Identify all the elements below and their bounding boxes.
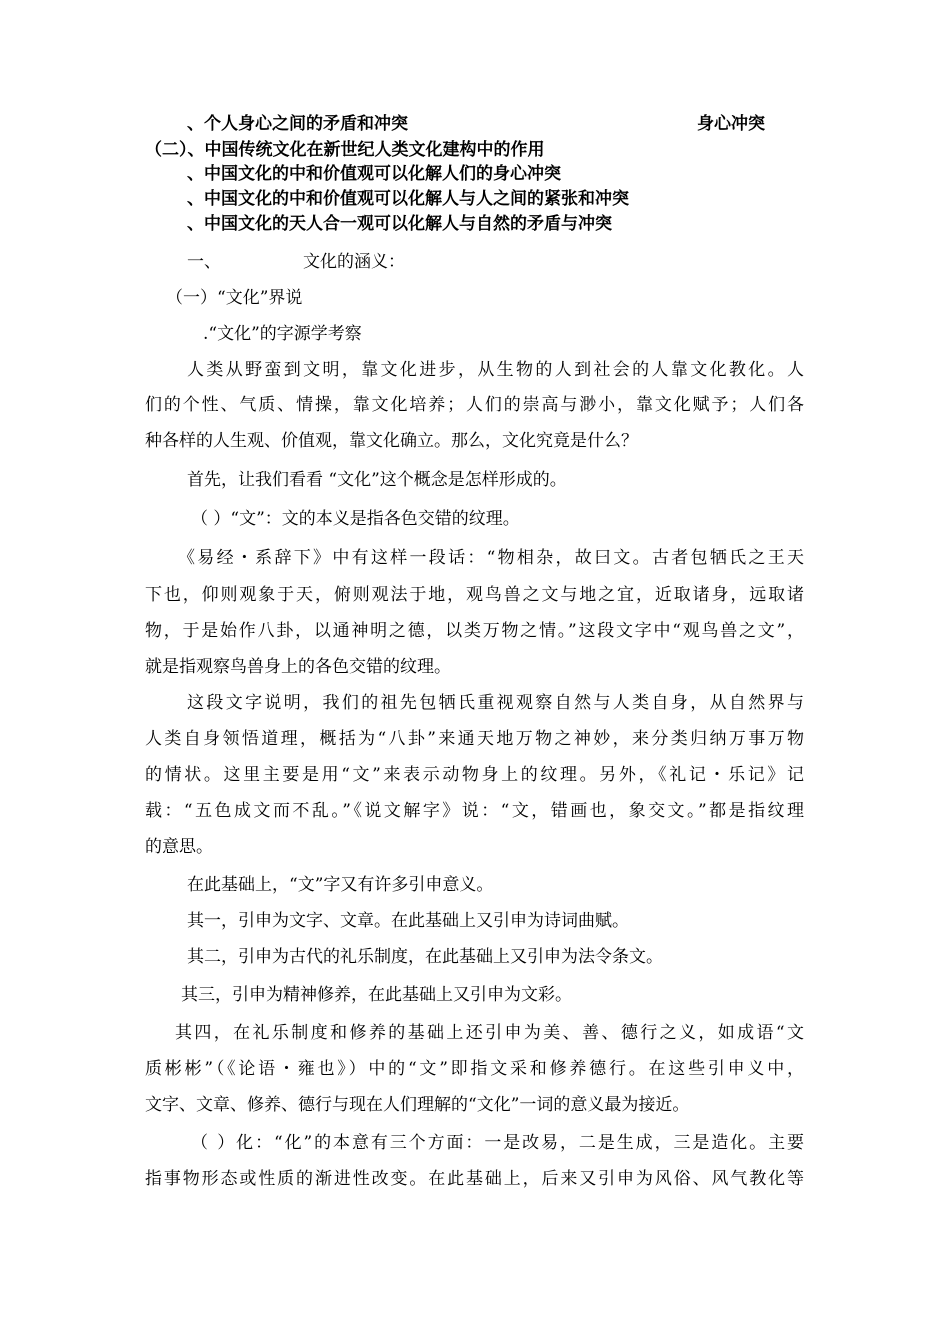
part-one-title: 文化的涵义： — [303, 252, 405, 272]
body-line: 质彬彬”（《论语・雍也》）中的“文”即指文采和修养德行。在这些引申义中， — [145, 1059, 804, 1079]
sub-sub-heading: .“文化”的字源学考察 — [203, 324, 362, 344]
outline-tag-mind-body: 身心冲突 — [697, 114, 765, 134]
body-line: 人类从野蛮到文明，靠文化进步，从生物的人到社会的人靠文化教化。人 — [187, 360, 804, 380]
body-line: 其三，引申为精神修养，在此基础上又引申为文彩。 — [181, 985, 572, 1005]
body-line: 其一，引申为文字、文章。在此基础上又引申为诗词曲赋。 — [187, 911, 629, 931]
body-line: 物，于是始作八卦，以通神明之德，以类万物之情。”这段文字中“观鸟兽之文”， — [145, 621, 804, 641]
body-line: 在此基础上，“文”字又有许多引申意义。 — [187, 875, 494, 895]
body-line: 就是指观察鸟兽身上的各色交错的纹理。 — [145, 657, 451, 677]
body-line: 的意思。 — [145, 837, 213, 857]
part-one-number: 一、 — [187, 252, 221, 272]
body-line: 文字、文章、修养、德行与现在人们理解的“文化”一词的意义最为接近。 — [145, 1095, 690, 1115]
outline-item-mind-body: 、中国文化的中和价值观可以化解人们的身心冲突 — [187, 164, 561, 184]
body-line: 种各样的人生观、价值观，靠文化确立。那么，文化究竟是什么？ — [145, 431, 638, 451]
body-line: 的情状。这里主要是用“文”来表示动物身上的纹理。另外，《礼记・乐记》记 — [145, 765, 804, 785]
sub-heading: （一）“文化”界说 — [166, 288, 303, 308]
outline-item-nature: 、中国文化的天人合一观可以化解人与自然的矛盾与冲突 — [187, 214, 612, 234]
body-line: 人类自身领悟道理，概括为“八卦”来通天地万物之神妙，来分类归纳万事万物 — [145, 729, 804, 749]
body-line: 下也，仰则观象于天，俯则观法于地，观鸟兽之文与地之宜，近取诸身，远取诸 — [145, 585, 804, 605]
body-line: 其二，引申为古代的礼乐制度，在此基础上又引申为法令条文。 — [187, 947, 663, 967]
body-line: 其四，在礼乐制度和修养的基础上还引申为美、善、德行之义，如成语“文 — [175, 1023, 804, 1043]
outline-item-interpersonal: 、中国文化的中和价值观可以化解人与人之间的紧张和冲突 — [187, 189, 629, 209]
section-two-heading: （二）、中国传统文化在新世纪人类文化建构中的作用 — [145, 140, 545, 160]
body-line: 《易经・系辞下》中有这样一段话：“物相杂，故曰文。古者包牺氏之王天 — [178, 548, 804, 568]
body-line: 首先，让我们看看 “文化”这个概念是怎样形成的。 — [187, 470, 567, 490]
body-line: 载：“五色成文而不乱。”《说文解字》说：“文，错画也，象交文。”都是指纹理 — [145, 801, 804, 821]
outline-item-personal-conflict: 、个人身心之间的矛盾和冲突 — [187, 114, 408, 134]
body-line: 们的个性、气质、情操，靠文化培养；人们的崇高与渺小，靠文化赋予；人们各 — [145, 395, 804, 415]
body-line: 指事物形态或性质的渐进性改变。在此基础上，后来又引申为风俗、风气教化等 — [145, 1169, 804, 1189]
body-line: 这段文字说明，我们的祖先包牺氏重视观察自然与人类自身，从自然界与 — [187, 693, 804, 713]
body-line: （ ）化：“化”的本意有三个方面：一是改易，二是生成，三是造化。主要 — [191, 1133, 804, 1153]
body-line: （ ）“文”：文的本义是指各色交错的纹理。 — [191, 509, 520, 529]
